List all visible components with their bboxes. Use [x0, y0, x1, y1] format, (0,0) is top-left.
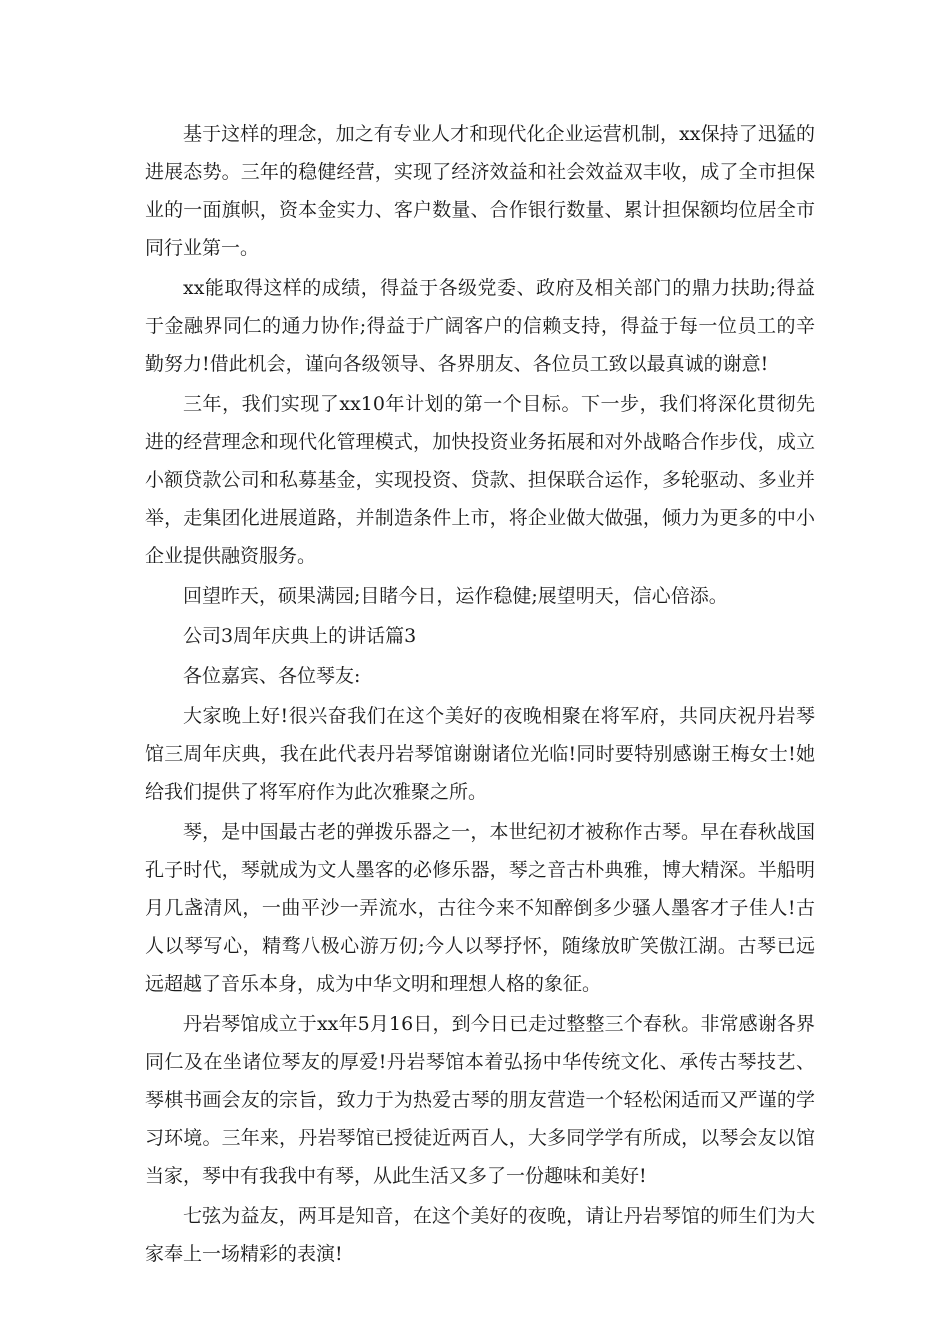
salutation: 各位嘉宾、各位琴友:	[183, 665, 361, 687]
paragraph-guqin-history: 琴，是中国最古老的弹拨乐器之一，本世纪初才被称作古琴。早在春秋战国孔子时代，琴就成为文人墨客的必修乐器，琴之音古朴典雅，博大精深。半船明月几盏清风，一曲平沙一弄流水，古往今来不知醉倒多少骚人墨客才子佳人!古人以琴写心，精骛八极心游万仞;今人以琴抒怀，随缘放旷笑傲江湖。古琴已远远超越了音乐本身，成为中华文明和理想人格的象征。	[145, 821, 815, 995]
section-title: 公司3周年庆典上的讲话篇3	[183, 625, 417, 647]
paragraph-greeting: 大家晚上好!很兴奋我们在这个美好的夜晚相聚在将军府，共同庆祝丹岩琴馆三周年庆典，我在此代表丹岩琴馆谢谢诸位光临!同时要特别感谢王梅女士!她给我们提供了将军府作为此次雅聚之所。	[145, 705, 815, 803]
paragraph-philosophy: 基于这样的理念，加之有专业人才和现代化企业运营机制，xx保持了迅猛的进展态势。三年的稳健经营，实现了经济效益和社会效益双丰收，成了全市担保业的一面旗帜，资本金实力、客户数量、合作银行数量、累计担保额均位居全市同行业第一。	[145, 123, 815, 259]
paragraph-achievements: xx能取得这样的成绩，得益于各级党委、政府及相关部门的鼎力扶助;得益于金融界同仁的通力协作;得益于广阔客户的信赖支持，得益于每一位员工的辛勤努力!借此机会，谨向各级领导、各界朋友、各位员工致以最真诚的谢意!	[145, 277, 815, 375]
paragraph-studio-intro: 丹岩琴馆成立于xx年5月16日，到今日已走过整整三个春秋。非常感谢各界同仁及在坐诸位琴友的厚爱!丹岩琴馆本着弘扬中华传统文化、承传古琴技艺、琴棋书画会友的宗旨，致力于为热爱古琴的朋友营造一个轻松闲适而又严谨的学习环境。三年来，丹岩琴馆已授徒近两百人，大多同学学有所成，以琴会友以馆当家，琴中有我我中有琴，从此生活又多了一份趣味和美好!	[145, 1013, 815, 1187]
paragraph-retrospect: 回望昨天，硕果满园;目睹今日，运作稳健;展望明天，信心倍添。	[183, 585, 728, 607]
paragraph-closing: 七弦为益友，两耳是知音，在这个美好的夜晚，请让丹岩琴馆的师生们为大家奉上一场精彩的表演!	[145, 1205, 815, 1265]
document-body	[145, 115, 815, 1275]
paragraph-next-steps: 三年，我们实现了xx10年计划的第一个目标。下一步，我们将深化贯彻先进的经营理念和现代化管理模式，加快投资业务拓展和对外战略合作步伐，成立小额贷款公司和私募基金，实现投资、贷款、担保联合运作，多轮驱动、多业并举，走集团化进展道路，并制造条件上市，将企业做大做强，倾力为更多的中小企业提供融资服务。	[145, 393, 815, 567]
